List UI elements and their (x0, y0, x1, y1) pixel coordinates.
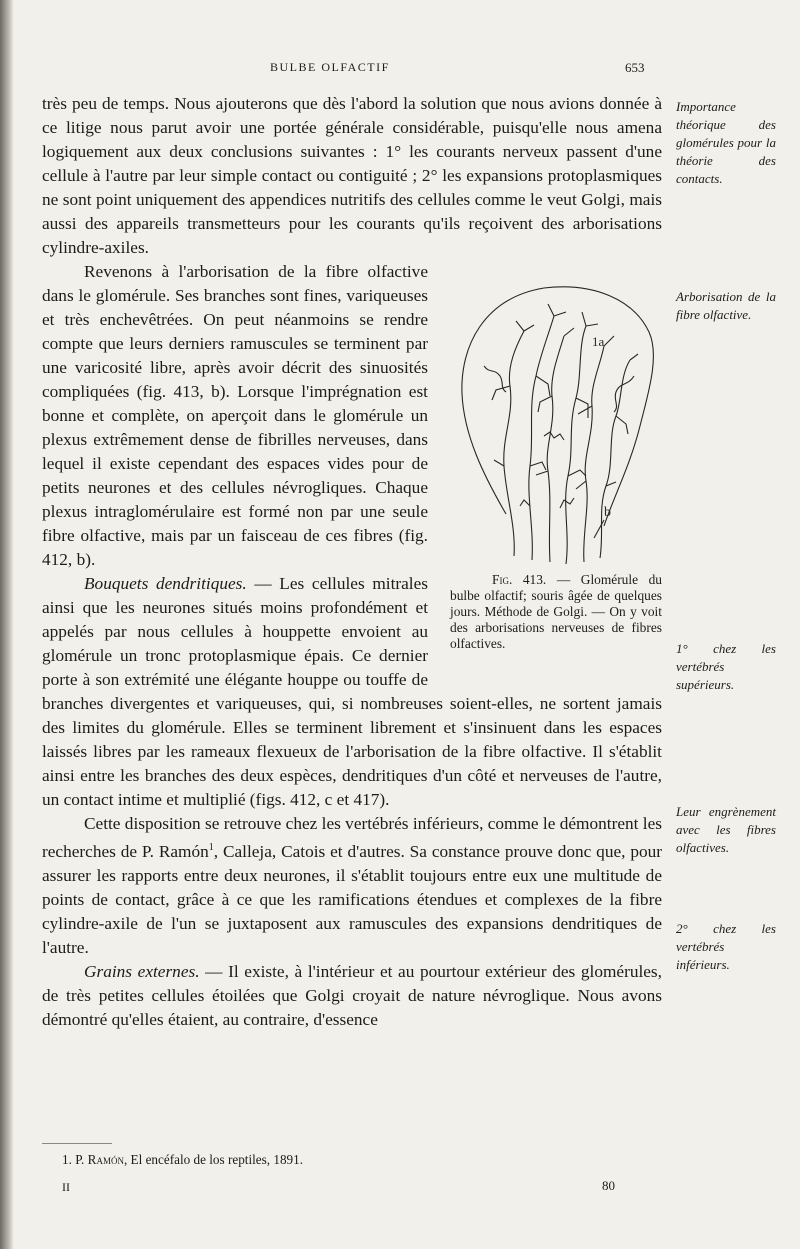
paragraph-5 (42, 960, 662, 1032)
paragraph-4-text-b: , Calleja, Catois et d'autres. Sa constance prouve donc que, pour assurer les rapports entre deux neurones, il s'établit toujours entre eux une multitude de points de contact, grâce à ce que les ramifications étendues et complexes de la fibre cylindre-axile de l'un se juxtaposent aux ramuscules des expansions dendritiques de l'autre. (42, 841, 662, 957)
paragraph-3-text: — Les cellules mitrales ainsi que les neurones situés moins profondément et appelés par nous cellules à houppette envoient au glomérule un tronc protoplasmique épais. Ce dernier porte à son extrémité une élégante houppe ou touffe de branches divergentes et variqueuses, qui, si nombreuses soient-elles, ne sortent jamais des limites du glomérule. Elles se terminent librement et s'insinuent dans les espaces laissés libres par les rameaux flexueux de l'arborisation de la fibre olfactive. Il s'établit ainsi entre les branches des deux espèces, dendritiques d'un côté et nerveuses de l'autre, un contact intime et multiplié (figs. 412, c et 417). (42, 574, 662, 809)
figure-caption-text: — Glomérule du bulbe olfactif; souris âgée de quelques jours. Méthode de Golgi. — On y voit des arborisations nerveuses de fibres olfactives. (450, 572, 662, 651)
figure-caption-label: Fig. 413. (492, 572, 547, 587)
figure-label-b: b (604, 505, 611, 520)
section-heading-grains: Grains externes. (84, 961, 200, 981)
margin-note-superior: 1° chez les vertébrés supérieurs. (676, 641, 776, 692)
paragraph-1: très peu de temps. Nous ajouterons que dès l'abord la solution que nous avions donnée à ce litige nous parut avoir une portée générale considérable, puisqu'elle nous amena logiquement aux deux conclusions suivantes : 1° les courants nerveux passent d'une cellule à l'autre par leur simple contact ou contiguité ; 2° les expansions protoplasmiques ne sont point uniquement des appendices nutritifs des cellules comme le veut Golgi, mais aussi des appareils transmetteurs pour les courants qu'ils reçoivent des arborisations cylindre-axiles. (42, 94, 662, 257)
margin-note-engrenement: Leur engrènement avec les fibres olfactives. (676, 804, 776, 855)
paragraph-2-text: Revenons à l'arborisation de la fibre olfactive dans le glomérule. Ses branches sont fines, variqueuses et très enchevêtrées. On peut néanmoins se rendre compte que leurs derniers ramuscules se terminent par une varicosité libre, après avoir décrit des sinuosités compliquées (fig. 413, b). Lorsque l'imprégnation est bonne et complète, on aperçoit dans le glomérule un plexus extrêmement dense de fibrilles nerveuses, dans lequel il existe cependant des espaces vides pour de petits neurones et des cellules névrogliques. Chaque plexus intraglomérulaire est formé non par une seule fibre olfactive, mais par un faisceau de ces fibres (fig. 412, b). (42, 262, 428, 569)
footnote-ref[interactable]: 1 (208, 842, 214, 853)
paragraph-4 (42, 812, 662, 960)
paragraph-5-text: — Il existe, à l'intérieur et au pourtour extérieur des glomérules, de très petites cellules étoilées que Golgi croyait de nature névroglique. Nous avons démontré qu'elles étaient, au contraire, d'essence (42, 961, 662, 1029)
body-text (42, 92, 662, 1032)
margin-note-importance: Importance théorique des glomérules pour la théorie des contacts. (676, 99, 776, 186)
paragraph-4-text-a: Cette disposition se retrouve chez les vertébrés inférieurs, comme le démontrent les recherches de P. Ramón (42, 814, 662, 861)
footnote-author: P. Ramón (75, 1152, 124, 1167)
page-number: 653 (625, 60, 645, 75)
footnote-text: , El encéfalo de los reptiles, 1891. (123, 1152, 304, 1167)
signature-mark: II (62, 1180, 70, 1194)
section-heading-bouquets: Bouquets dendritiques. (84, 574, 247, 593)
running-head (0, 60, 800, 80)
figure-label-a: 1a (592, 334, 605, 349)
glomerulus-outline (462, 287, 654, 526)
footnote-rule (42, 1143, 112, 1144)
signature-number: 80 (602, 1178, 615, 1193)
footnote-marker: 1. (62, 1152, 72, 1167)
binding-shadow (0, 0, 14, 1249)
figure-413 (444, 276, 662, 676)
margin-note-arborisation: Arborisation de la fibre olfactive. (676, 289, 776, 322)
glomerulus-drawing (444, 276, 662, 566)
footnote (62, 1152, 303, 1168)
figure-caption (444, 572, 662, 652)
running-title: BULBE OLFACTIF (270, 60, 390, 74)
label-b-pointer (594, 520, 604, 538)
margin-note-inferior: 2° chez les vertébrés inférieurs. (676, 921, 776, 972)
